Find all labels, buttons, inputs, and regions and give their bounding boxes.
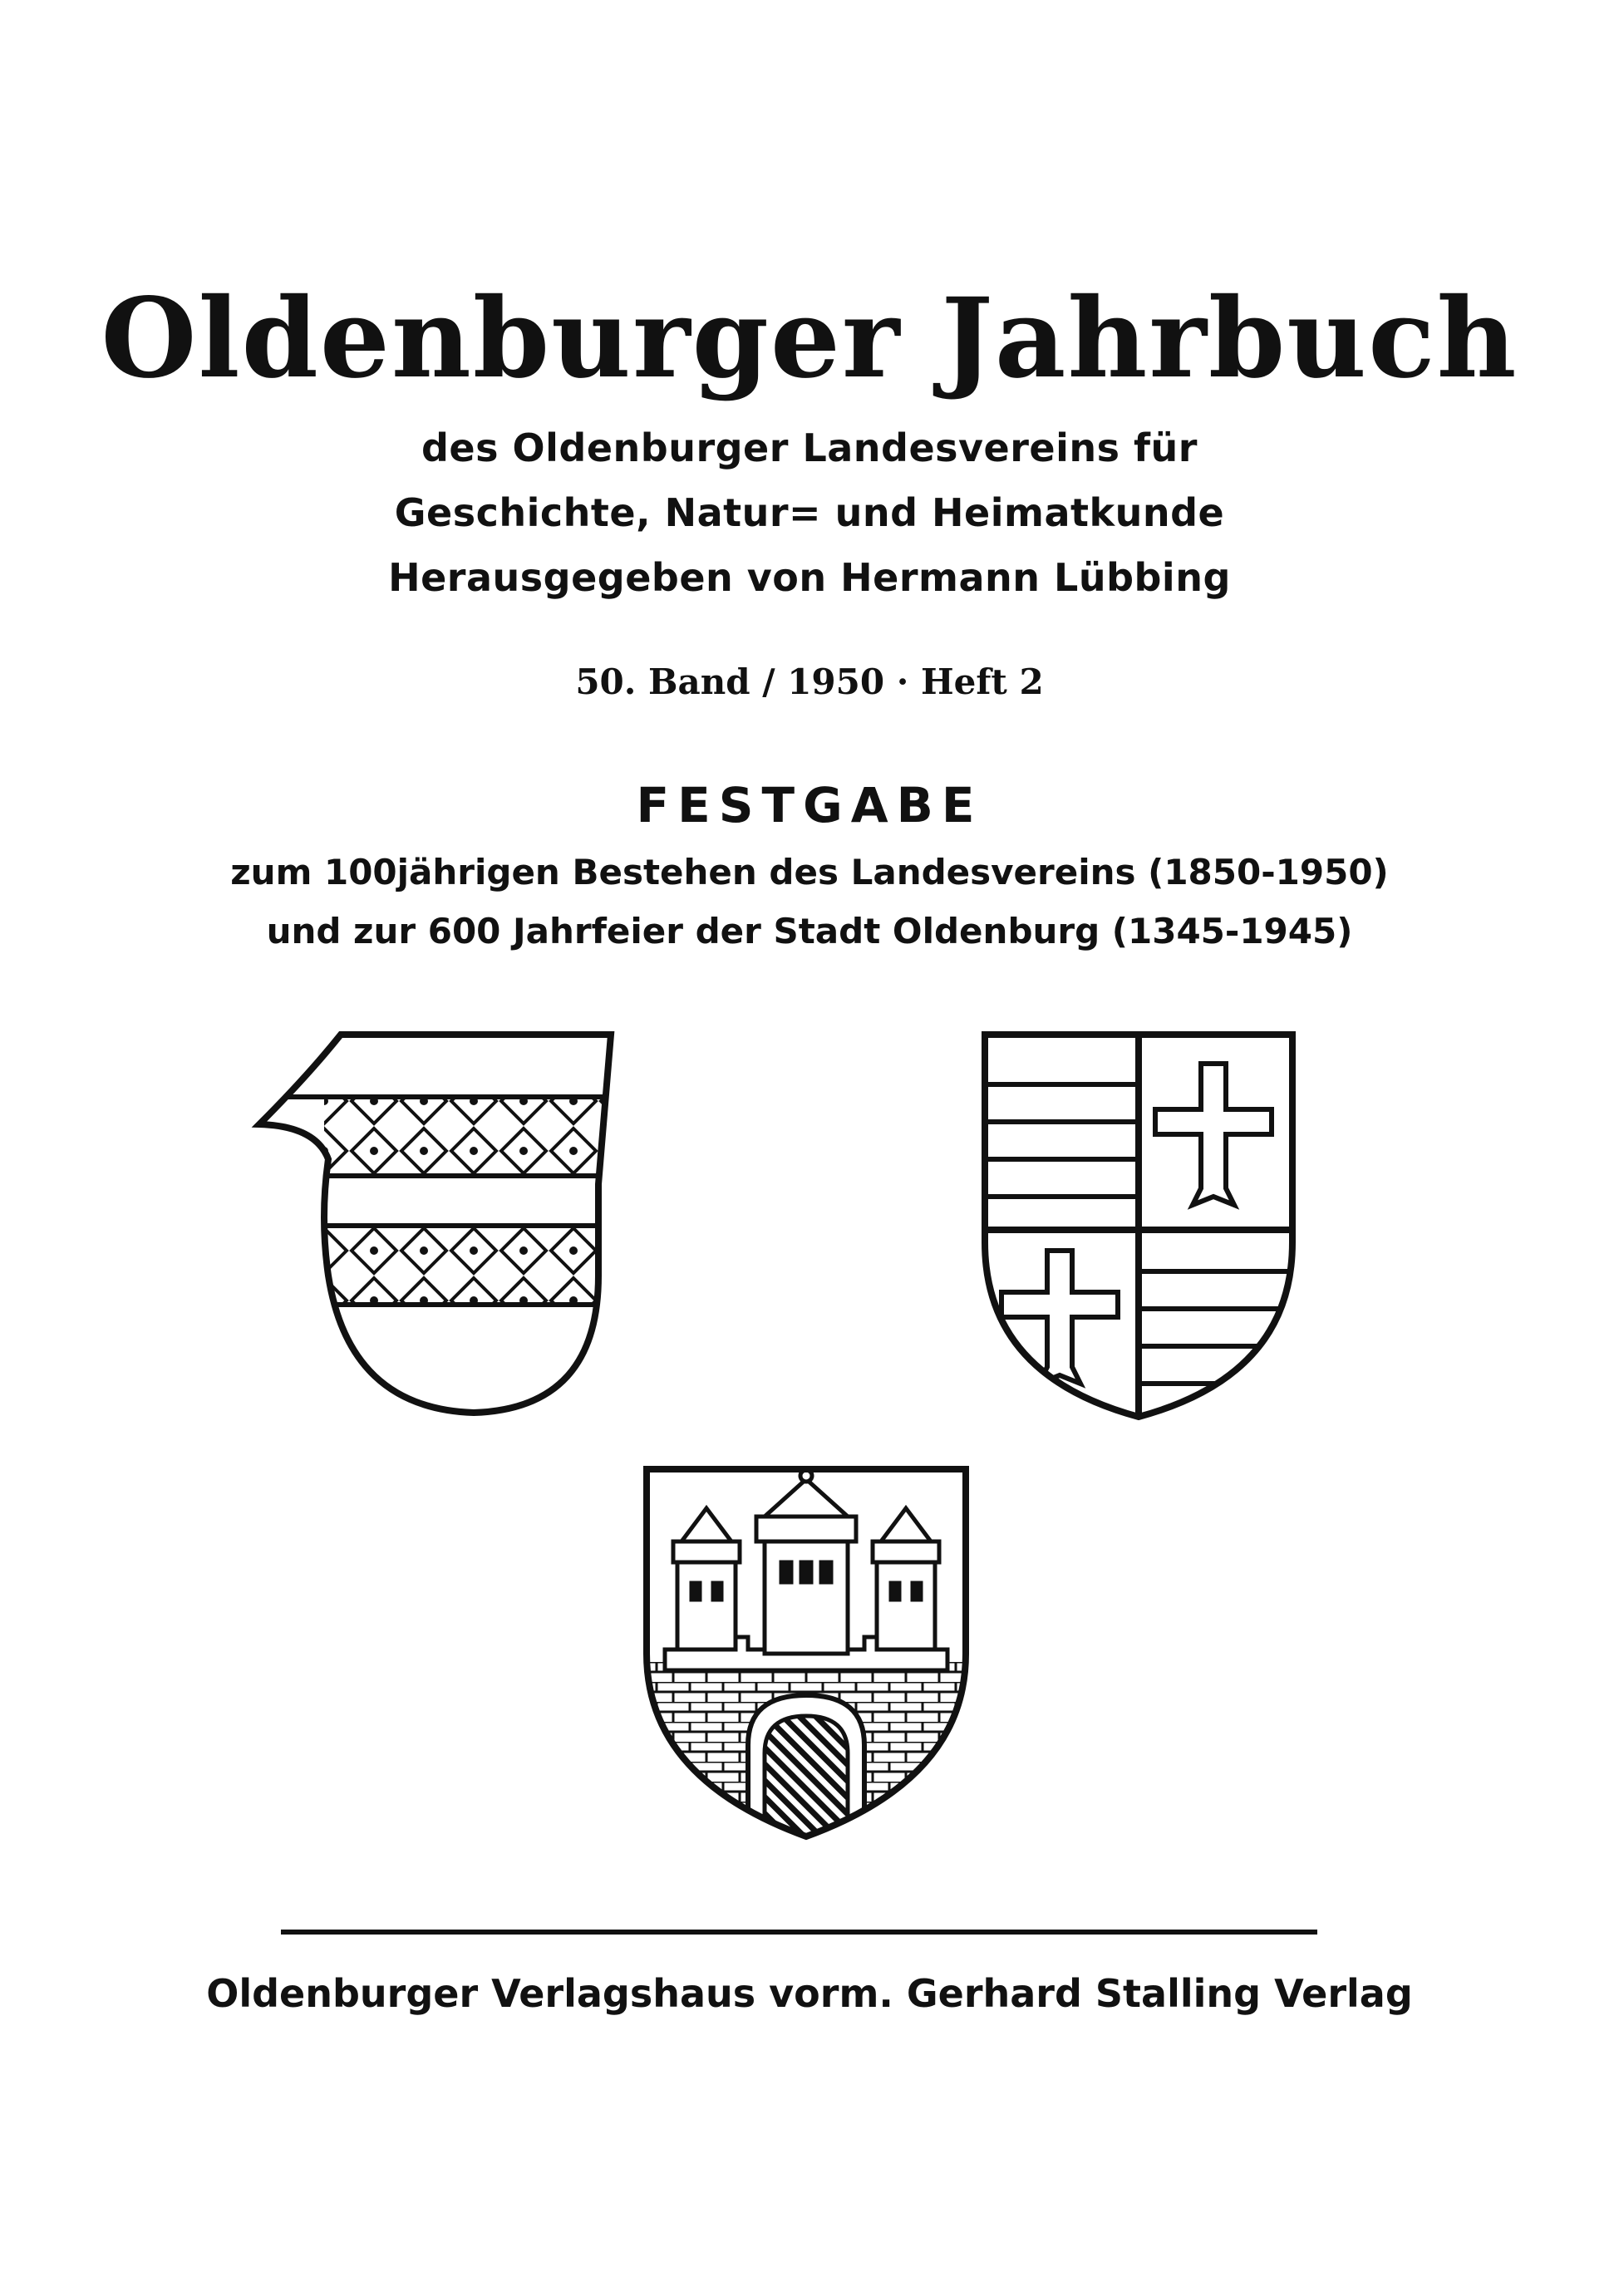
journal-title: Oldenburger Jahrbuch: [101, 274, 1518, 403]
publisher-line: Oldenburger Verlagshaus vorm. Gerhard Stalling Verlag: [206, 1971, 1413, 2016]
editor-line: Herausgegeben von Hermann Lübbing: [388, 555, 1231, 600]
volume-info: 50. Band / 1950 · Heft 2: [575, 661, 1044, 702]
divider-rule: [281, 1930, 1317, 1935]
subtitle-line-2: Geschichte, Natur= und Heimatkunde: [394, 490, 1225, 535]
coat-of-arms-right-icon: [977, 1026, 1301, 1425]
subtitle-line-1: des Oldenburger Landesvereins für: [421, 425, 1198, 470]
occasion-line-1: zum 100jährigen Bestehen des Landesvereins (1850-1950): [230, 852, 1389, 892]
coat-of-arms-left-icon: [249, 1026, 632, 1425]
festgabe-heading: FESTGABE: [636, 777, 983, 833]
occasion-line-2: und zur 600 Jahrfeier der Stadt Oldenburg (1345-1945): [266, 911, 1353, 951]
coat-of-arms-city-icon: [640, 1463, 972, 1845]
